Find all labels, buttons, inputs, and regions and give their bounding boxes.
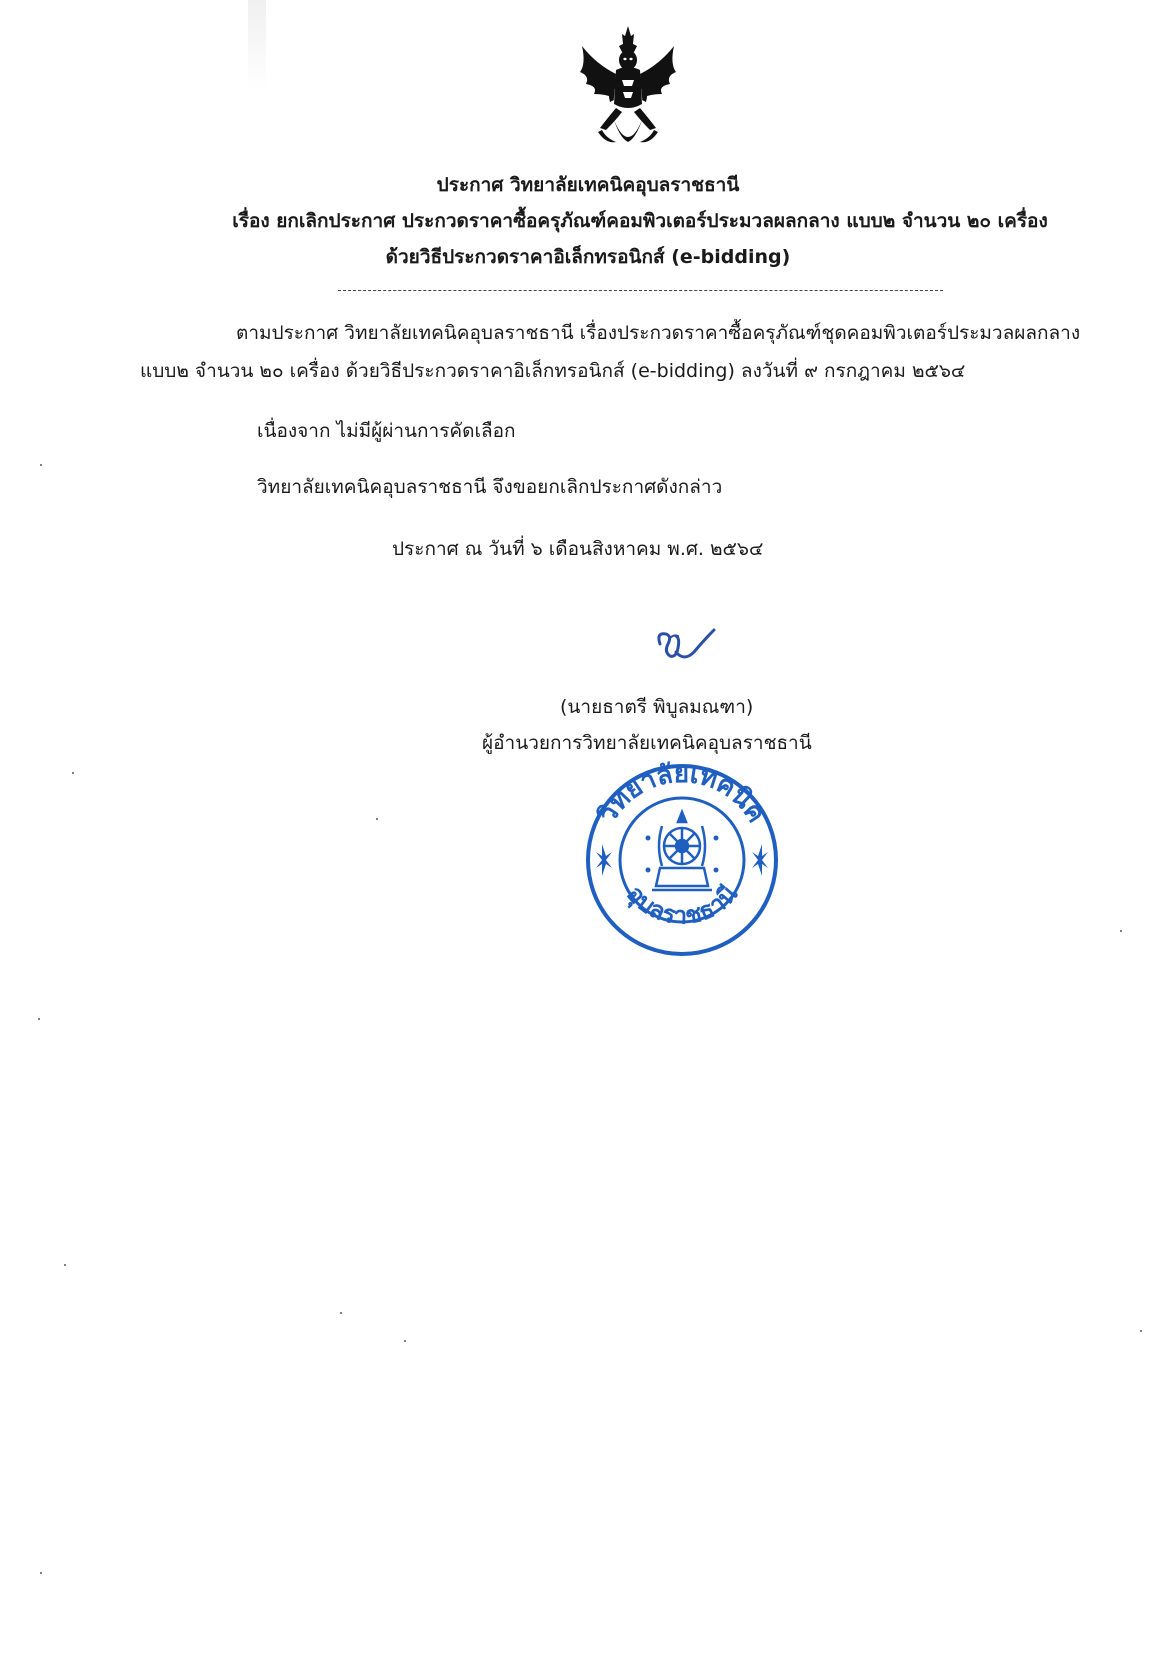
announcement-date: ประกาศ ณ วันที่ ๖ เดือนสิงหาคม พ.ศ. ๒๕๖๔ [392, 538, 764, 560]
garuda-emblem-icon [576, 24, 680, 158]
announcement-title: ประกาศ วิทยาลัยเทคนิคอุบลราชธานี [436, 174, 740, 196]
college-seal-stamp [582, 760, 782, 960]
signatory-position: ผู้อำนวยการวิทยาลัยเทคนิคอุบลราชธานี [482, 732, 812, 754]
signatory-name: (นายธาตรี พิบูลมณฑา) [560, 696, 754, 718]
paragraph-1-line-1: ตามประกาศ วิทยาลัยเทคนิคอุบลราชธานี เรื่องประกวดราคาซื้อครุภัณฑ์ชุดคอมพิวเตอร์ประมวลผลกลาง [236, 322, 1081, 344]
handwritten-signature [654, 622, 718, 670]
scan-smudge [248, 0, 266, 90]
separator-line [338, 290, 943, 291]
seal-bottom-text: อุบลราชธานี [621, 879, 743, 930]
cancellation-paragraph: วิทยาลัยเทคนิคอุบลราชธานี จึงขอยกเลิกประกาศดังกล่าว [257, 476, 723, 498]
paragraph-1-line-2: แบบ๒ จำนวน ๒๐ เครื่อง ด้วยวิธีประกวดราคาอิเล็กทรอนิกส์ (e-bidding) ลงวันที่ ๙ กรกฎาคม ๒๕๖๔ [140, 360, 966, 382]
subject-method-line: ด้วยวิธีประกวดราคาอิเล็กทรอนิกส์ (e-bidding) [385, 246, 791, 268]
subject-line: เรื่อง ยกเลิกประกาศ ประกวดราคาซื้อครุภัณฑ์คอมพิวเตอร์ประมวลผลกลาง แบบ๒ จำนวน ๒๐ เครื่อง [232, 210, 1048, 232]
reason-paragraph: เนื่องจาก ไม่มีผู้ผ่านการคัดเลือก [257, 420, 516, 442]
seal-top-text: วิทยาลัยเทคนิค [592, 760, 772, 829]
